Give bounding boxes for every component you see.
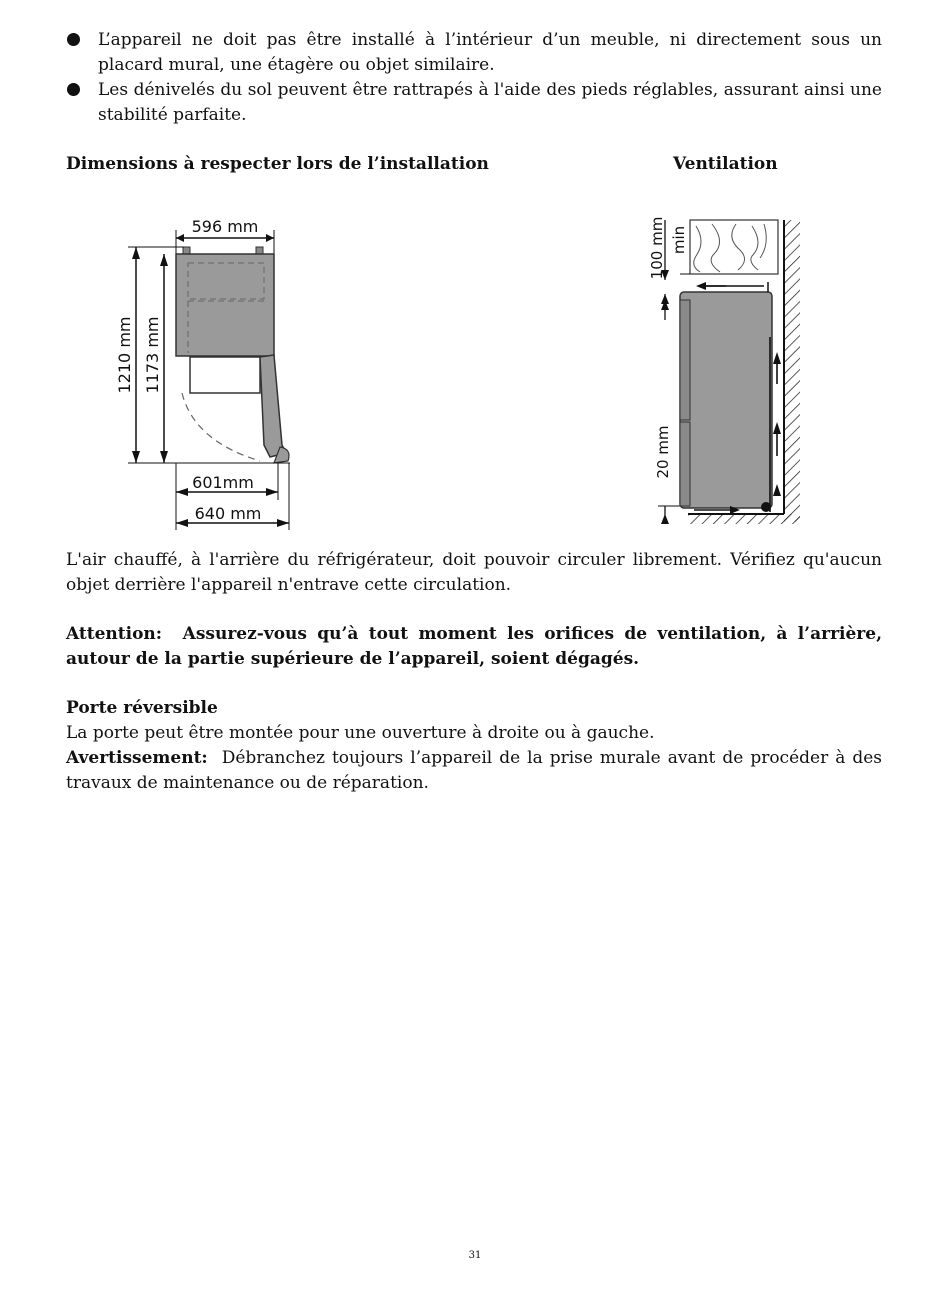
arrowhead-icon (277, 519, 289, 527)
page-number: 31 (468, 1250, 482, 1261)
fridge-body (176, 254, 274, 356)
bullet-item (66, 78, 882, 128)
warning-label: Avertissement: (66, 748, 208, 768)
attention-label: Attention: (66, 624, 163, 644)
drawer (190, 357, 260, 393)
depth-door-label: 601mm (192, 473, 254, 492)
arrowhead-icon (132, 451, 140, 463)
arrowhead-icon (266, 234, 274, 242)
arrowhead-icon (160, 451, 168, 463)
top-gap-label: 100 mm (648, 216, 666, 280)
fridge-side (680, 292, 772, 508)
warning-paragraph (66, 746, 882, 796)
ventilation-diagram (640, 212, 810, 532)
height-total-label: 1210 mm (115, 316, 134, 394)
bottom-gap-label: 20 mm (654, 425, 672, 479)
door-lower (680, 422, 690, 506)
wall-hatch (784, 220, 800, 522)
attention-text: Assurez-vous qu’à tout moment les orifices de ventilation, à l’arrière, autour de la partie supérieure de l’appareil, soient dégagés. (66, 624, 882, 669)
arrowhead-icon (176, 519, 188, 527)
arrowhead-icon (661, 514, 669, 524)
arrowhead-icon (132, 247, 140, 259)
bullet-icon (67, 83, 80, 96)
arrowhead-icon (266, 488, 278, 496)
dimensions-diagram (110, 205, 310, 535)
width-top-label: 596 mm (191, 217, 259, 236)
paragraph-air: L'air chauffé, à l'arrière du réfrigérateur, doit pouvoir circuler librement. Vérifiez qu'aucun objet derrière l'appareil n'entrave cette circulation. (66, 550, 882, 595)
foot-wheel-icon (761, 502, 771, 512)
door-upper (680, 300, 690, 420)
heading-dimensions: Dimensions à respecter lors de l’installation (66, 154, 489, 174)
bullet-icon (67, 33, 80, 46)
heading-ventilation: Ventilation (673, 154, 778, 174)
warning-text: Débranchez toujours l’appareil de la prise murale avant de procéder à des travaux de maintenance ou de réparation. (66, 748, 882, 793)
arrowhead-icon (176, 234, 184, 242)
top-gap-note: min (670, 225, 688, 255)
arrowhead-icon (160, 254, 168, 266)
arrowhead-icon (176, 488, 188, 496)
floor-hatch (688, 514, 800, 524)
attention-paragraph (66, 622, 882, 672)
door-swing-arc (182, 393, 260, 461)
installation-bullets (66, 28, 882, 128)
bullet-text: L’appareil ne doit pas être installé à l’intérieur d’un meuble, ni directement sous un placard mural, une étagère ou objet similaire. (98, 30, 882, 75)
depth-total-label: 640 mm (194, 504, 262, 523)
height-body-label: 1173 mm (143, 316, 162, 394)
bullet-item (66, 28, 882, 78)
porte-title: Porte réversible (66, 698, 218, 718)
bullet-text: Les dénivelés du sol peuvent être rattrapés à l'aide des pieds réglables, assurant ainsi une stabilité parfaite. (98, 80, 882, 125)
porte-text: La porte peut être montée pour une ouverture à droite ou à gauche. (66, 723, 655, 743)
open-door (260, 355, 286, 457)
arrowhead-icon (773, 484, 781, 496)
